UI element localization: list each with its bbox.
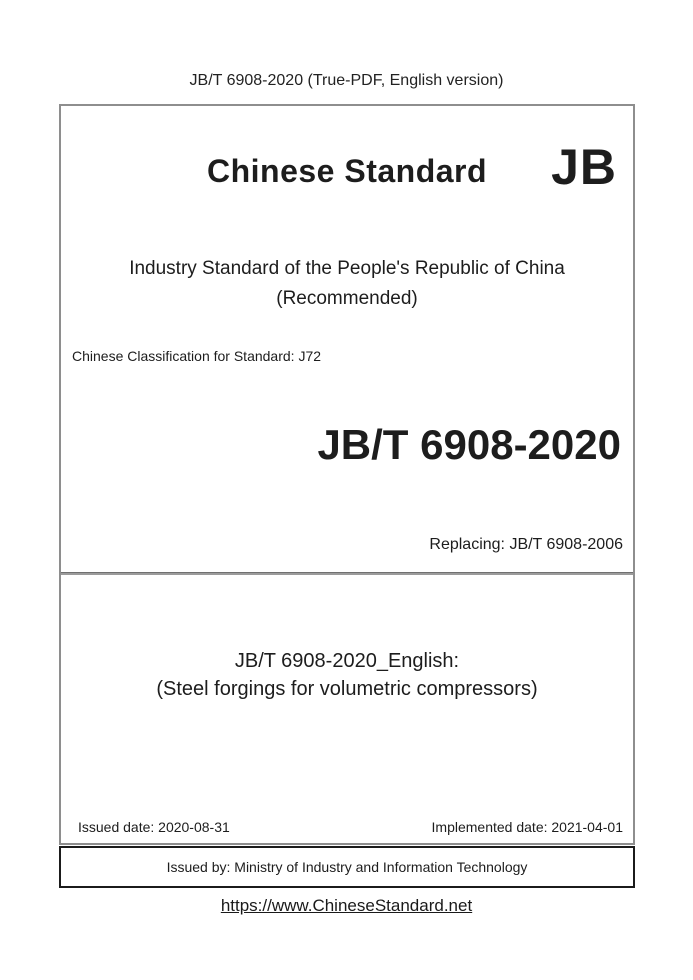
standard-type-line: Industry Standard of the People's Republic of China	[129, 258, 565, 279]
website-link[interactable]: https://www.ChineseStandard.net	[220, 896, 473, 915]
issued-by-line: Issued by: Ministry of Industry and Information Technology	[166, 859, 528, 875]
english-title-line1: JB/T 6908-2020_English:	[234, 650, 460, 672]
classification-line: Chinese Classification for Standard: J72	[72, 348, 322, 364]
standard-code: JB/T 6908-2020	[317, 421, 621, 468]
page-header-text: JB/T 6908-2020 (True-PDF, English version)	[189, 72, 504, 89]
replacing-line: Replacing: JB/T 6908-2006	[429, 536, 623, 553]
standard-type-note: (Recommended)	[276, 288, 418, 309]
brand-title: Chinese Standard	[206, 153, 488, 189]
standard-prefix-logo: JB	[551, 139, 617, 195]
issued-date: Issued date: 2020-08-31	[78, 819, 230, 835]
cover-frame	[59, 104, 635, 845]
implemented-date: Implemented date: 2021-04-01	[431, 819, 623, 835]
footer	[0, 896, 693, 916]
english-title-line2: (Steel forgings for volumetric compressors)	[156, 678, 538, 700]
section-divider	[61, 572, 633, 575]
issuer-box	[59, 846, 635, 888]
